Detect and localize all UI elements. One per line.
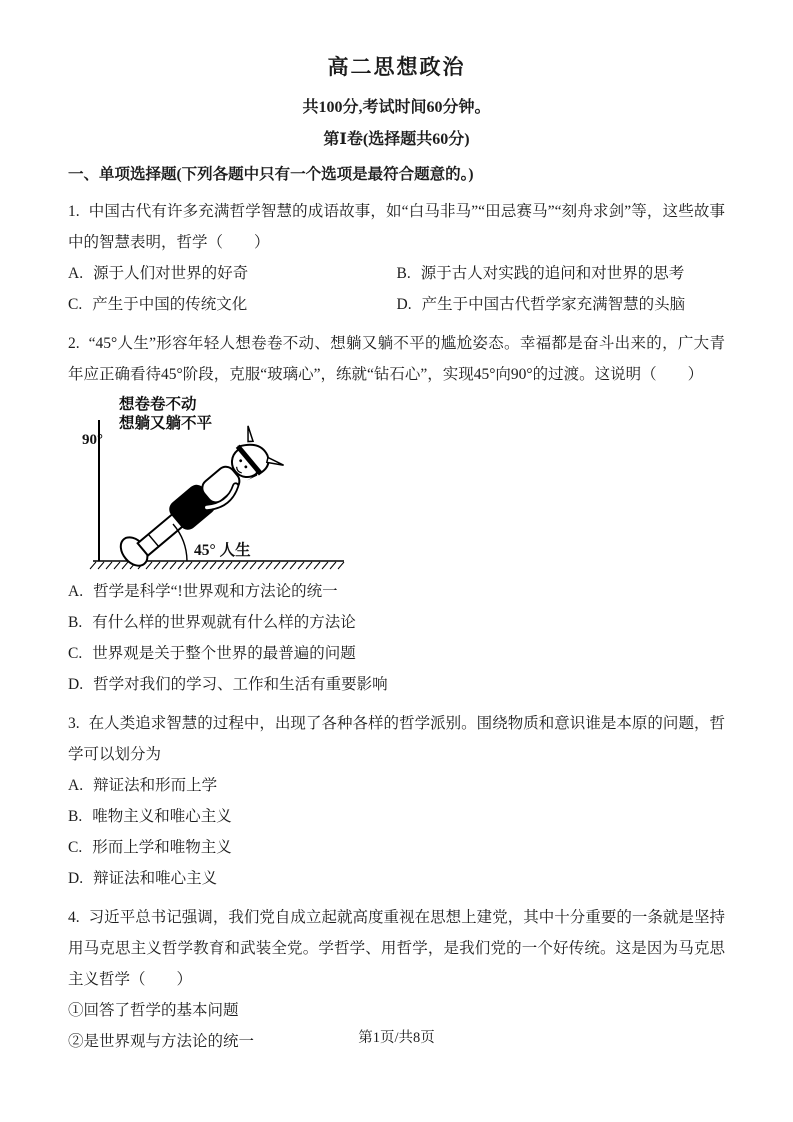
question-body: 习近平总书记强调，我们党自成立起就高度重视在思想上建党，其中十分重要的一条就是坚持用马克思主义哲学教育和武装全党。学哲学、用哲学，是我们党的一个好传统。这是因为马克思主义哲学（ ） (68, 909, 725, 988)
page-footer: 第1页/共8页 (358, 1030, 435, 1046)
option-d (68, 669, 725, 700)
question-2-figure (82, 394, 725, 574)
leaning-figure-illustration (82, 394, 352, 574)
question-2 (68, 328, 725, 700)
figure-45-label: 45° 人生 (194, 542, 251, 559)
question-number: 1. (68, 203, 80, 220)
question-2-options (68, 576, 725, 700)
option-label: D. (68, 676, 84, 693)
option-label: A. (68, 583, 84, 600)
figure-caption-line2: 想躺又躺不平 (119, 415, 213, 432)
option-text: 辩证法和形而上学 (93, 777, 218, 794)
option-label: D. (396, 296, 412, 313)
question-4-subitem-2: ②是世界观与方法论的统一 (68, 1033, 255, 1050)
figure-90-label: 90° (82, 432, 103, 448)
option-text: 源于古人对实践的追问和对世界的思考 (420, 265, 685, 282)
option-label: A. (68, 777, 84, 794)
option-d (68, 863, 725, 894)
option-a (68, 770, 725, 801)
question-body: “45°人生”形容年轻人想卷卷不动、想躺又躺不平的尴尬姿态。幸福都是奋斗出来的，广大青年应正确看待45°阶段，克服“玻璃心”，练就“钻石心”，实现45°向90°的过渡。这说明（ ） (68, 335, 725, 383)
option-label: B. (68, 808, 83, 825)
figure-caption-line1: 想卷卷不动 (119, 396, 197, 413)
option-label: D. (68, 870, 84, 887)
option-d (397, 289, 726, 320)
option-text: 辩证法和唯心主义 (93, 870, 218, 887)
question-3 (68, 708, 725, 894)
option-text: 形而上学和唯物主义 (92, 839, 232, 856)
option-text: 哲学对我们的学习、工作和生活有重要影响 (93, 676, 388, 693)
option-c (68, 638, 725, 669)
question-4-subitem-1: ①回答了哲学的基本问题 (68, 1002, 239, 1019)
option-label: B. (396, 265, 411, 282)
page-title: 高二思想政治 (327, 55, 466, 79)
exam-meta: 共100分,考试时间60分钟。 (302, 99, 491, 116)
option-label: C. (68, 645, 83, 662)
option-label: C. (68, 839, 83, 856)
option-a (68, 258, 397, 289)
option-label: C. (68, 296, 83, 313)
option-text: 世界观是关于整个世界的最普遍的问题 (92, 645, 356, 662)
option-text: 唯物主义和唯心主义 (92, 808, 232, 825)
question-body: 中国古代有许多充满哲学智慧的成语故事，如“白马非马”“田忌赛马”“刻舟求剑”等，这些故事中的智慧表明，哲学（ ） (68, 203, 725, 251)
question-number: 2. (68, 335, 80, 352)
part-heading: 一、单项选择题(下列各题中只有一个选项是最符合题意的。) (68, 166, 474, 183)
option-b (397, 258, 726, 289)
question-1-text (68, 196, 725, 258)
person-hat-ear-left (240, 426, 257, 444)
option-b (68, 801, 725, 832)
ground-hatching (90, 562, 344, 569)
option-c (68, 289, 397, 320)
option-label: A. (68, 265, 84, 282)
question-number: 3. (68, 715, 80, 732)
section-title: 第Ⅰ卷(选择题共60分) (323, 131, 470, 148)
option-text: 哲学是科学“!世界观和方法论的统一 (93, 583, 338, 600)
question-4-text (68, 902, 725, 995)
question-3-options (68, 770, 725, 894)
option-b (68, 607, 725, 638)
option-text: 产生于中国的传统文化 (92, 296, 248, 313)
option-c (68, 832, 725, 863)
question-1 (68, 196, 725, 320)
question-body: 在人类追求智慧的过程中，出现了各种各样的哲学派别。围绕物质和意识谁是本原的问题，哲学可以划分为 (68, 715, 725, 763)
option-text: 源于人们对世界的好奇 (93, 265, 249, 282)
question-3-text (68, 708, 725, 770)
question-number: 4. (68, 909, 80, 926)
question-1-options (68, 258, 725, 320)
question-2-text (68, 328, 725, 390)
option-a (68, 576, 725, 607)
option-text: 产生于中国古代哲学家充满智慧的头脑 (421, 296, 686, 313)
option-text: 有什么样的世界观就有什么样的方法论 (92, 614, 356, 631)
option-label: B. (68, 614, 83, 631)
